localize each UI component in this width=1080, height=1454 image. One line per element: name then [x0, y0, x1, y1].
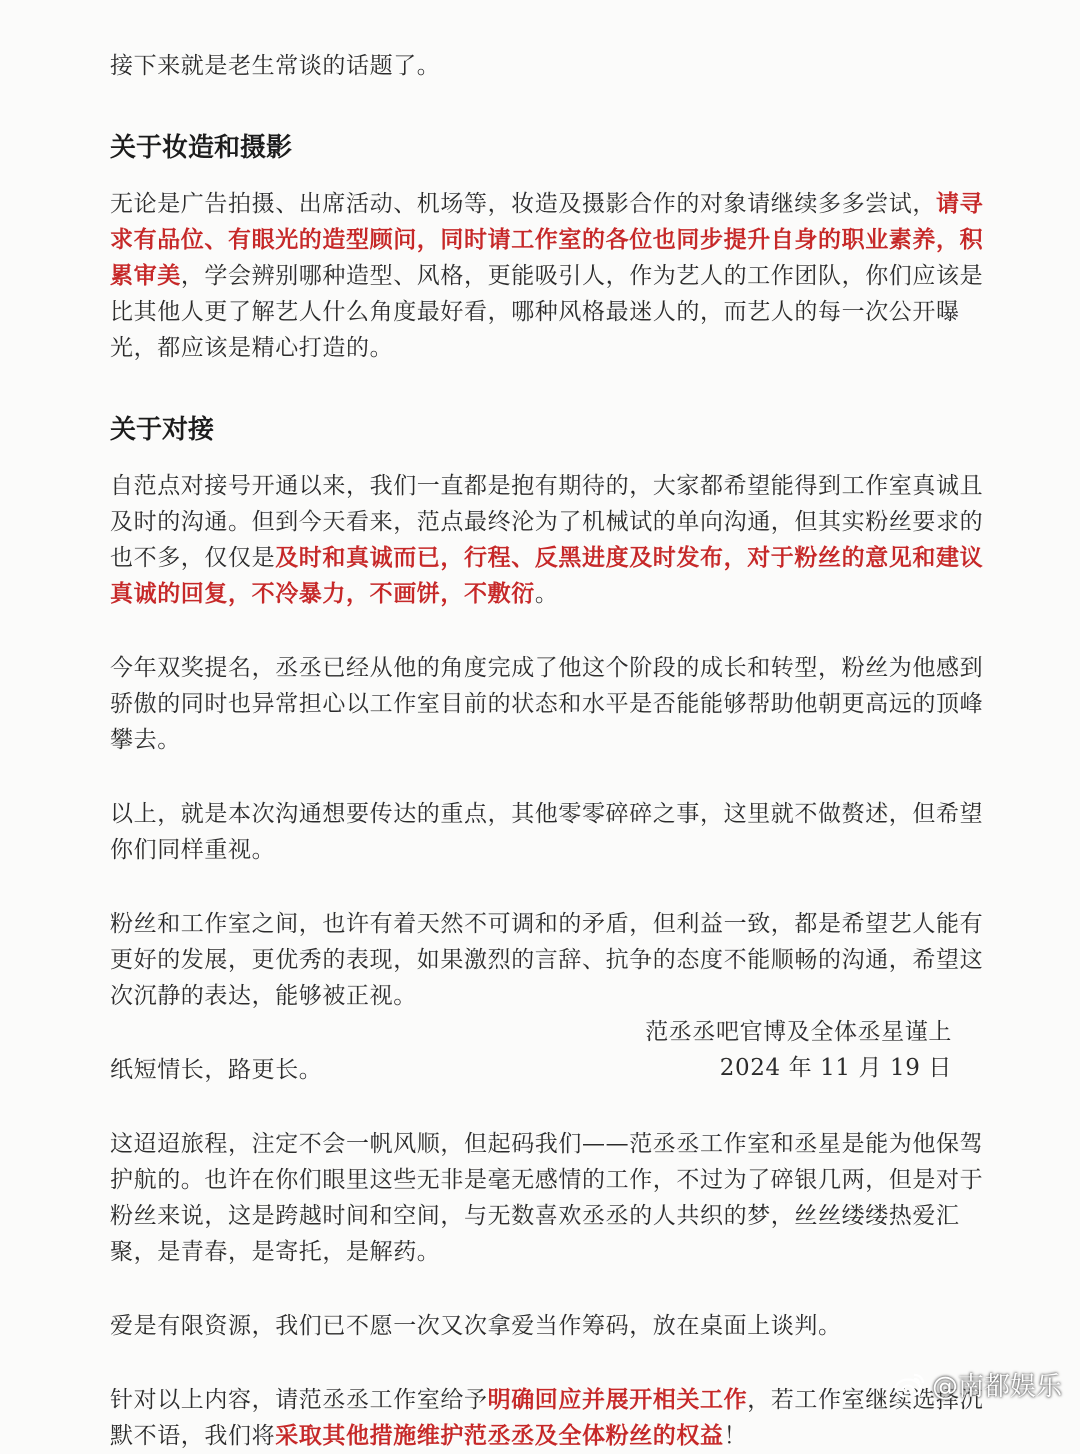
- short-line: 纸短情长，路更长。: [110, 1057, 323, 1083]
- relationship-paragraph: 粉丝和工作室之间，也许有着天然不可调和的矛盾，但利益一致，都是希望艺人能有更好的发展，更优秀的表现，如果激烈的言辞、抗争的态度不能顺畅的沟通，希望这次沉静的表达，能够被正视。: [110, 911, 984, 1009]
- highlight-text: 请寻求有品位、有眼光的造型顾问，同时请工作室的各位也同步提升自身的职业素养，积累审美: [110, 190, 984, 289]
- text-span: 针对以上内容，请范丞丞工作室给予: [110, 1387, 488, 1413]
- intro-text: 接下来就是老生常谈的话题了。: [110, 53, 441, 79]
- watermark: [894, 1366, 1062, 1403]
- signature-block: [645, 1014, 952, 1086]
- journey-paragraph: 这迢迢旅程，注定不会一帆风顺，但起码我们——范丞丞工作室和丞星是能为他保驾护航的。也许在你们眼里这些无非是毫无感情的工作，不过为了碎银几两，但是对于粉丝来说，这是跨越时间和空间，与无数喜欢丞丞的人共织的梦，丝丝缕缕热爱汇聚，是青春，是寄托，是解药。: [110, 1131, 984, 1265]
- text-span: 无论是广告拍摄、出席活动、机场等，妆造及摄影合作的对象请继续多多尝试，: [110, 191, 936, 217]
- weibo-icon: [894, 1371, 926, 1399]
- makeup-paragraph: [110, 186, 990, 366]
- text-span: ，若工作室继续选择沉默不语，我们将: [110, 1387, 984, 1449]
- watermark-text: @南都娱乐: [931, 1372, 1062, 1402]
- highlight-text: 及时和真诚而已，行程、反黑进度及时发布，对于粉丝的意见和建议真诚的回复，不冷暴力，不画饼，不敷衍: [110, 544, 984, 607]
- section-heading-liaison: 关于对接: [110, 415, 215, 445]
- section-heading-makeup: 关于妆造和摄影: [110, 133, 293, 163]
- text-span: 。: [534, 581, 559, 607]
- highlight-text: 明确回应并展开相关工作: [487, 1386, 748, 1413]
- highlight-text: 采取其他措施维护范丞丞及全体粉丝的权益: [275, 1422, 724, 1449]
- signature-name: 范丞丞吧官博及全体丞星谨上: [645, 1019, 952, 1045]
- text-span: 自范点对接号开通以来，我们一直都是抱有期待的，大家都希望能得到工作室真诚且及时的沟通。但到今天看来，范点最终沦为了机械试的单向沟通，但其实粉丝要求的也不多，仅仅是: [110, 473, 984, 571]
- text-span: ！: [723, 1423, 748, 1449]
- awards-paragraph: 今年双奖提名，丞丞已经从他的角度完成了他这个阶段的成长和转型，粉丝为他感到骄傲的同时也异常担心以工作室目前的状态和水平是否能能够帮助他朝更高远的顶峰攀去。: [110, 655, 984, 753]
- liaison-paragraph: [110, 468, 990, 612]
- demand-paragraph: [110, 1382, 990, 1454]
- statement-body: [110, 48, 990, 1454]
- text-span: ，学会辨别哪种造型、风格，更能吸引人，作为艺人的工作团队，你们应该是比其他人更了解艺人什么角度最好看，哪种风格最迷人的，而艺人的每一次公开曝光，都应该是精心打造的。: [110, 263, 984, 361]
- signature-date: 2024 年 11 月 19 日: [719, 1055, 952, 1081]
- love-paragraph: 爱是有限资源，我们已不愿一次又次拿爱当作筹码，放在桌面上谈判。: [110, 1313, 842, 1339]
- summary-paragraph: 以上，就是本次沟通想要传达的重点，其他零零碎碎之事，这里就不做赘述，但希望你们同样重视。: [110, 801, 984, 863]
